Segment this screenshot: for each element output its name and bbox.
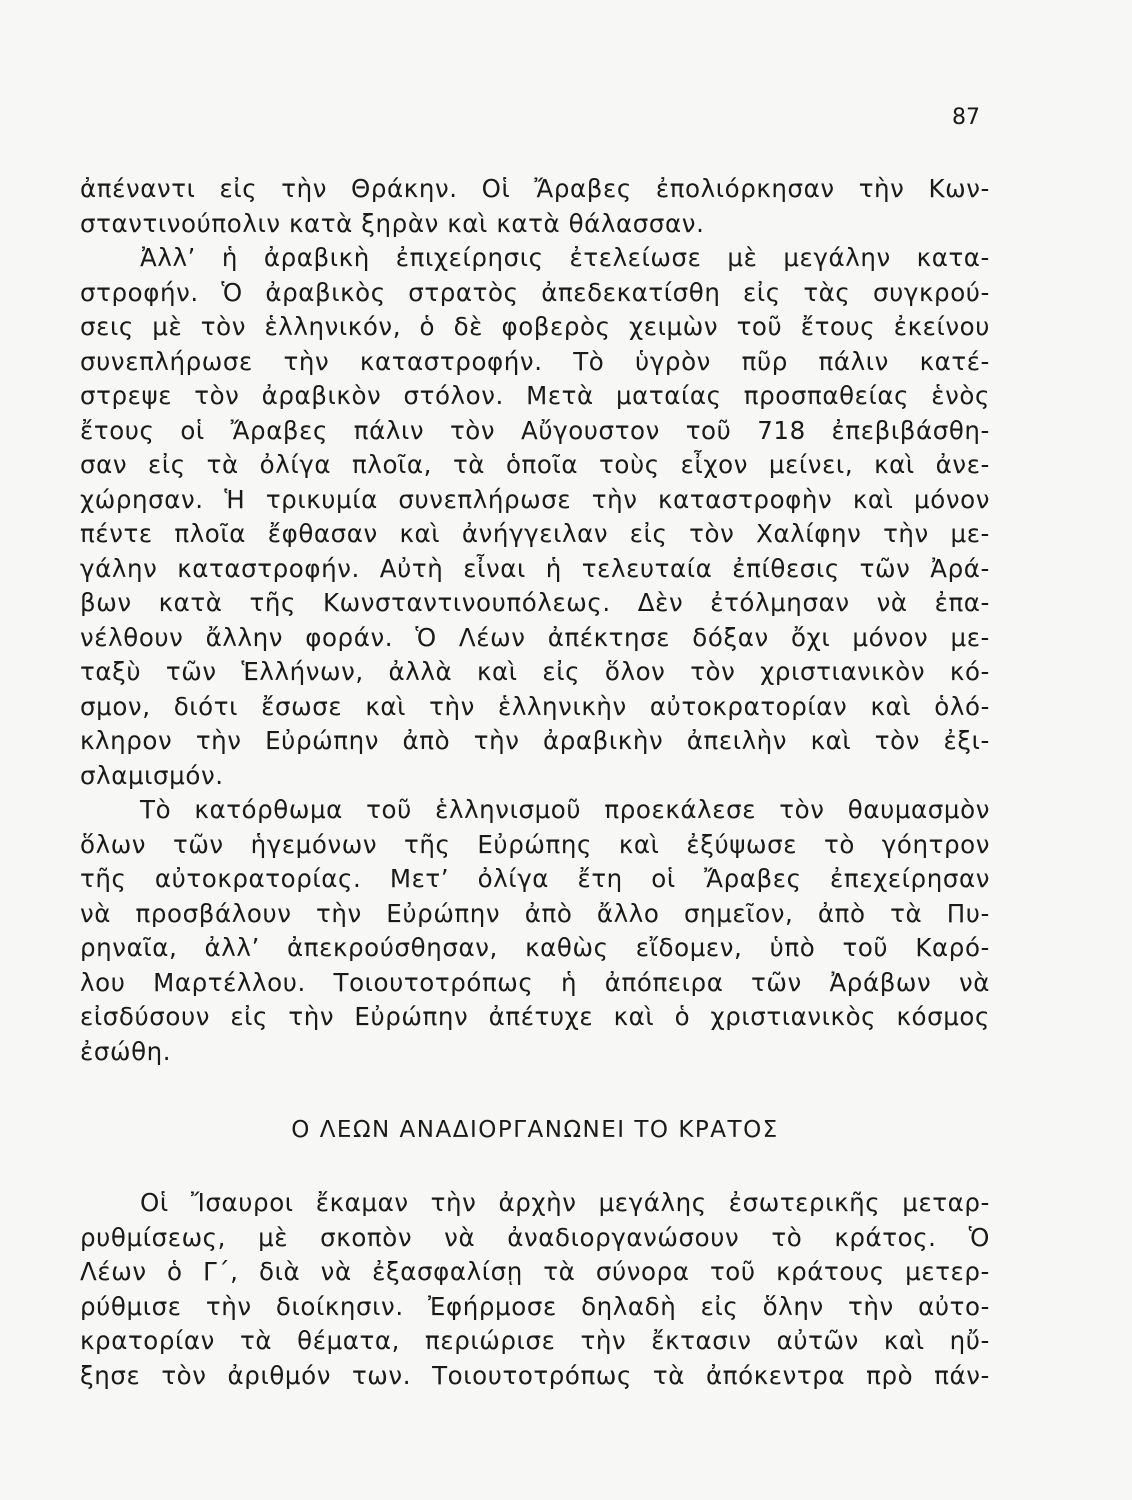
text-line: συνεπλήρωσε τὴν καταστροφήν. Τὸ ὑγρὸν πῦρ πάλιν κατέ- [80, 346, 990, 376]
text-line: ταξὺ τῶν Ἑλλήνων, ἀλλὰ καὶ εἰς ὅλον τὸν χριστιανικὸν κό- [80, 657, 990, 686]
text-line: κρατορίαν τὰ θέματα, περιώρισε τὴν ἔκτασιν αὐτῶν καὶ ηὔ- [80, 1326, 990, 1355]
text-line: σμον, διότι ἔσωσε καὶ τὴν ἑλληνικὴν αὐτοκρατορίαν καὶ ὁλό- [80, 691, 990, 721]
text-line: εἰσδύσουν εἰς τὴν Εὐρώπην ἀπέτυχε καὶ ὁ χριστιανικὸς κόσμος [80, 1002, 990, 1031]
text-line: Οἱ Ἴσαυροι ἔκαμαν τὴν ἀρχὴν μεγάλης ἐσωτερικῆς μεταρ- [140, 1188, 990, 1217]
text-line: σταντινούπολιν κατὰ ξηρὰν καὶ κατὰ θάλασσαν. [80, 208, 705, 238]
text-line: ἐσώθη. [80, 1036, 172, 1066]
text-line: γάλην καταστροφήν. Αὐτὴ εἶναι ἡ τελευταία ἐπίθεσις τῶν Ἀρά- [80, 553, 990, 583]
text-line: Ἀλλ’ ἡ ἀραβικὴ ἐπιχείρησις ἐτελείωσε μὲ μεγάλην κατα- [140, 243, 990, 272]
text-line: τῆς αὐτοκρατορίας. Μετ’ ὀλίγα ἔτη οἱ Ἄραβες ἐπεχείρησαν [80, 864, 990, 893]
text-line: ρηναῖα, ἀλλ’ ἀπεκρούσθησαν, καθὼς εἴδομεν, ὑπὸ τοῦ Καρό- [80, 933, 990, 962]
text-line: ρύθμισε τὴν διοίκησιν. Ἐφήρμοσε δηλαδὴ εἰς ὅλην τὴν αὐτο- [80, 1291, 990, 1321]
text-line: Τὸ κατόρθωμα τοῦ ἑλληνισμοῦ προεκάλεσε τὸν θαυμασμὸν [140, 795, 990, 824]
text-line: βων κατὰ τῆς Κωνσταντινουπόλεως. Δὲν ἐτόλμησαν νὰ ἐπα- [80, 588, 990, 617]
text-line: στρεψε τὸν ἀραβικὸν στόλον. Μετὰ ματαίας προσπαθείας ἑνὸς [80, 381, 990, 410]
text-line: ἔτους οἱ Ἄραβες πάλιν τὸν Αὔγουστον τοῦ 718 ἐπεβιβάσθη- [80, 415, 990, 445]
section-heading: Ο ΛΕΩΝ ΑΝΑΔΙΟΡΓΑΝΩΝΕΙ ΤΟ ΚΡΑΤΟΣ [291, 1117, 779, 1143]
text-line: στροφήν. Ὁ ἀραβικὸς στρατὸς ἀπεδεκατίσθη εἰς τὰς συγκρού- [80, 277, 990, 307]
text-line: λου Μαρτέλλου. Τοιουτοτρόπως ἡ ἀπόπειρα τῶν Ἀράβων νὰ [80, 967, 990, 997]
text-line: χώρησαν. Ἡ τρικυμία συνεπλήρωσε τὴν καταστροφὴν καὶ μόνον [80, 484, 990, 514]
text-line: ἀπέναντι εἰς τὴν Θράκην. Οἱ Ἄραβες ἐπολιόρκησαν τὴν Κων- [80, 174, 990, 203]
text-line: σαν εἰς τὰ ὀλίγα πλοῖα, τὰ ὁποῖα τοὺς εἶχον μείνει, καὶ ἀνε- [80, 450, 990, 479]
paragraph-block-2 [80, 1186, 990, 1393]
paragraph-block-1 [80, 172, 990, 1069]
text-line: Λέων ὁ Γ΄, διὰ νὰ ἐξασφαλίσῃ τὰ σύνορα τοῦ κράτους μετερ- [80, 1257, 990, 1286]
text-line: ὅλων τῶν ἡγεμόνων τῆς Εὐρώπης καὶ ἐξύψωσε τὸ γόητρον [80, 829, 990, 859]
text-line: ξησε τὸν ἀριθμόν των. Τοιουτοτρόπως τὰ ἀπόκεντρα πρὸ πάν- [80, 1360, 990, 1390]
text-line: σεις μὲ τὸν ἑλληνικόν, ὁ δὲ φοβερὸς χειμὼν τοῦ ἔτους ἐκείνου [80, 312, 990, 341]
text-line: σλαμισμόν. [80, 760, 224, 790]
text-line: κληρον τὴν Εὐρώπην ἀπὸ τὴν ἀραβικὴν ἀπειλὴν καὶ τὸν ἐξι- [80, 726, 990, 755]
text-line: νέλθουν ἄλλην φοράν. Ὁ Λέων ἀπέκτησε δόξαν ὄχι μόνον με- [80, 622, 990, 652]
text-line: ρυθμίσεως, μὲ σκοπὸν νὰ ἀναδιοργανώσουν τὸ κράτος. Ὁ [80, 1222, 990, 1252]
text-line: νὰ προσβάλουν τὴν Εὐρώπην ἀπὸ ἄλλο σημεῖον, ἀπὸ τὰ Πυ- [80, 898, 990, 928]
page-number: 87 [952, 105, 980, 130]
text-line: πέντε πλοῖα ἔφθασαν καὶ ἀνήγγειλαν εἰς τὸν Χαλίφην τὴν με- [80, 519, 990, 548]
